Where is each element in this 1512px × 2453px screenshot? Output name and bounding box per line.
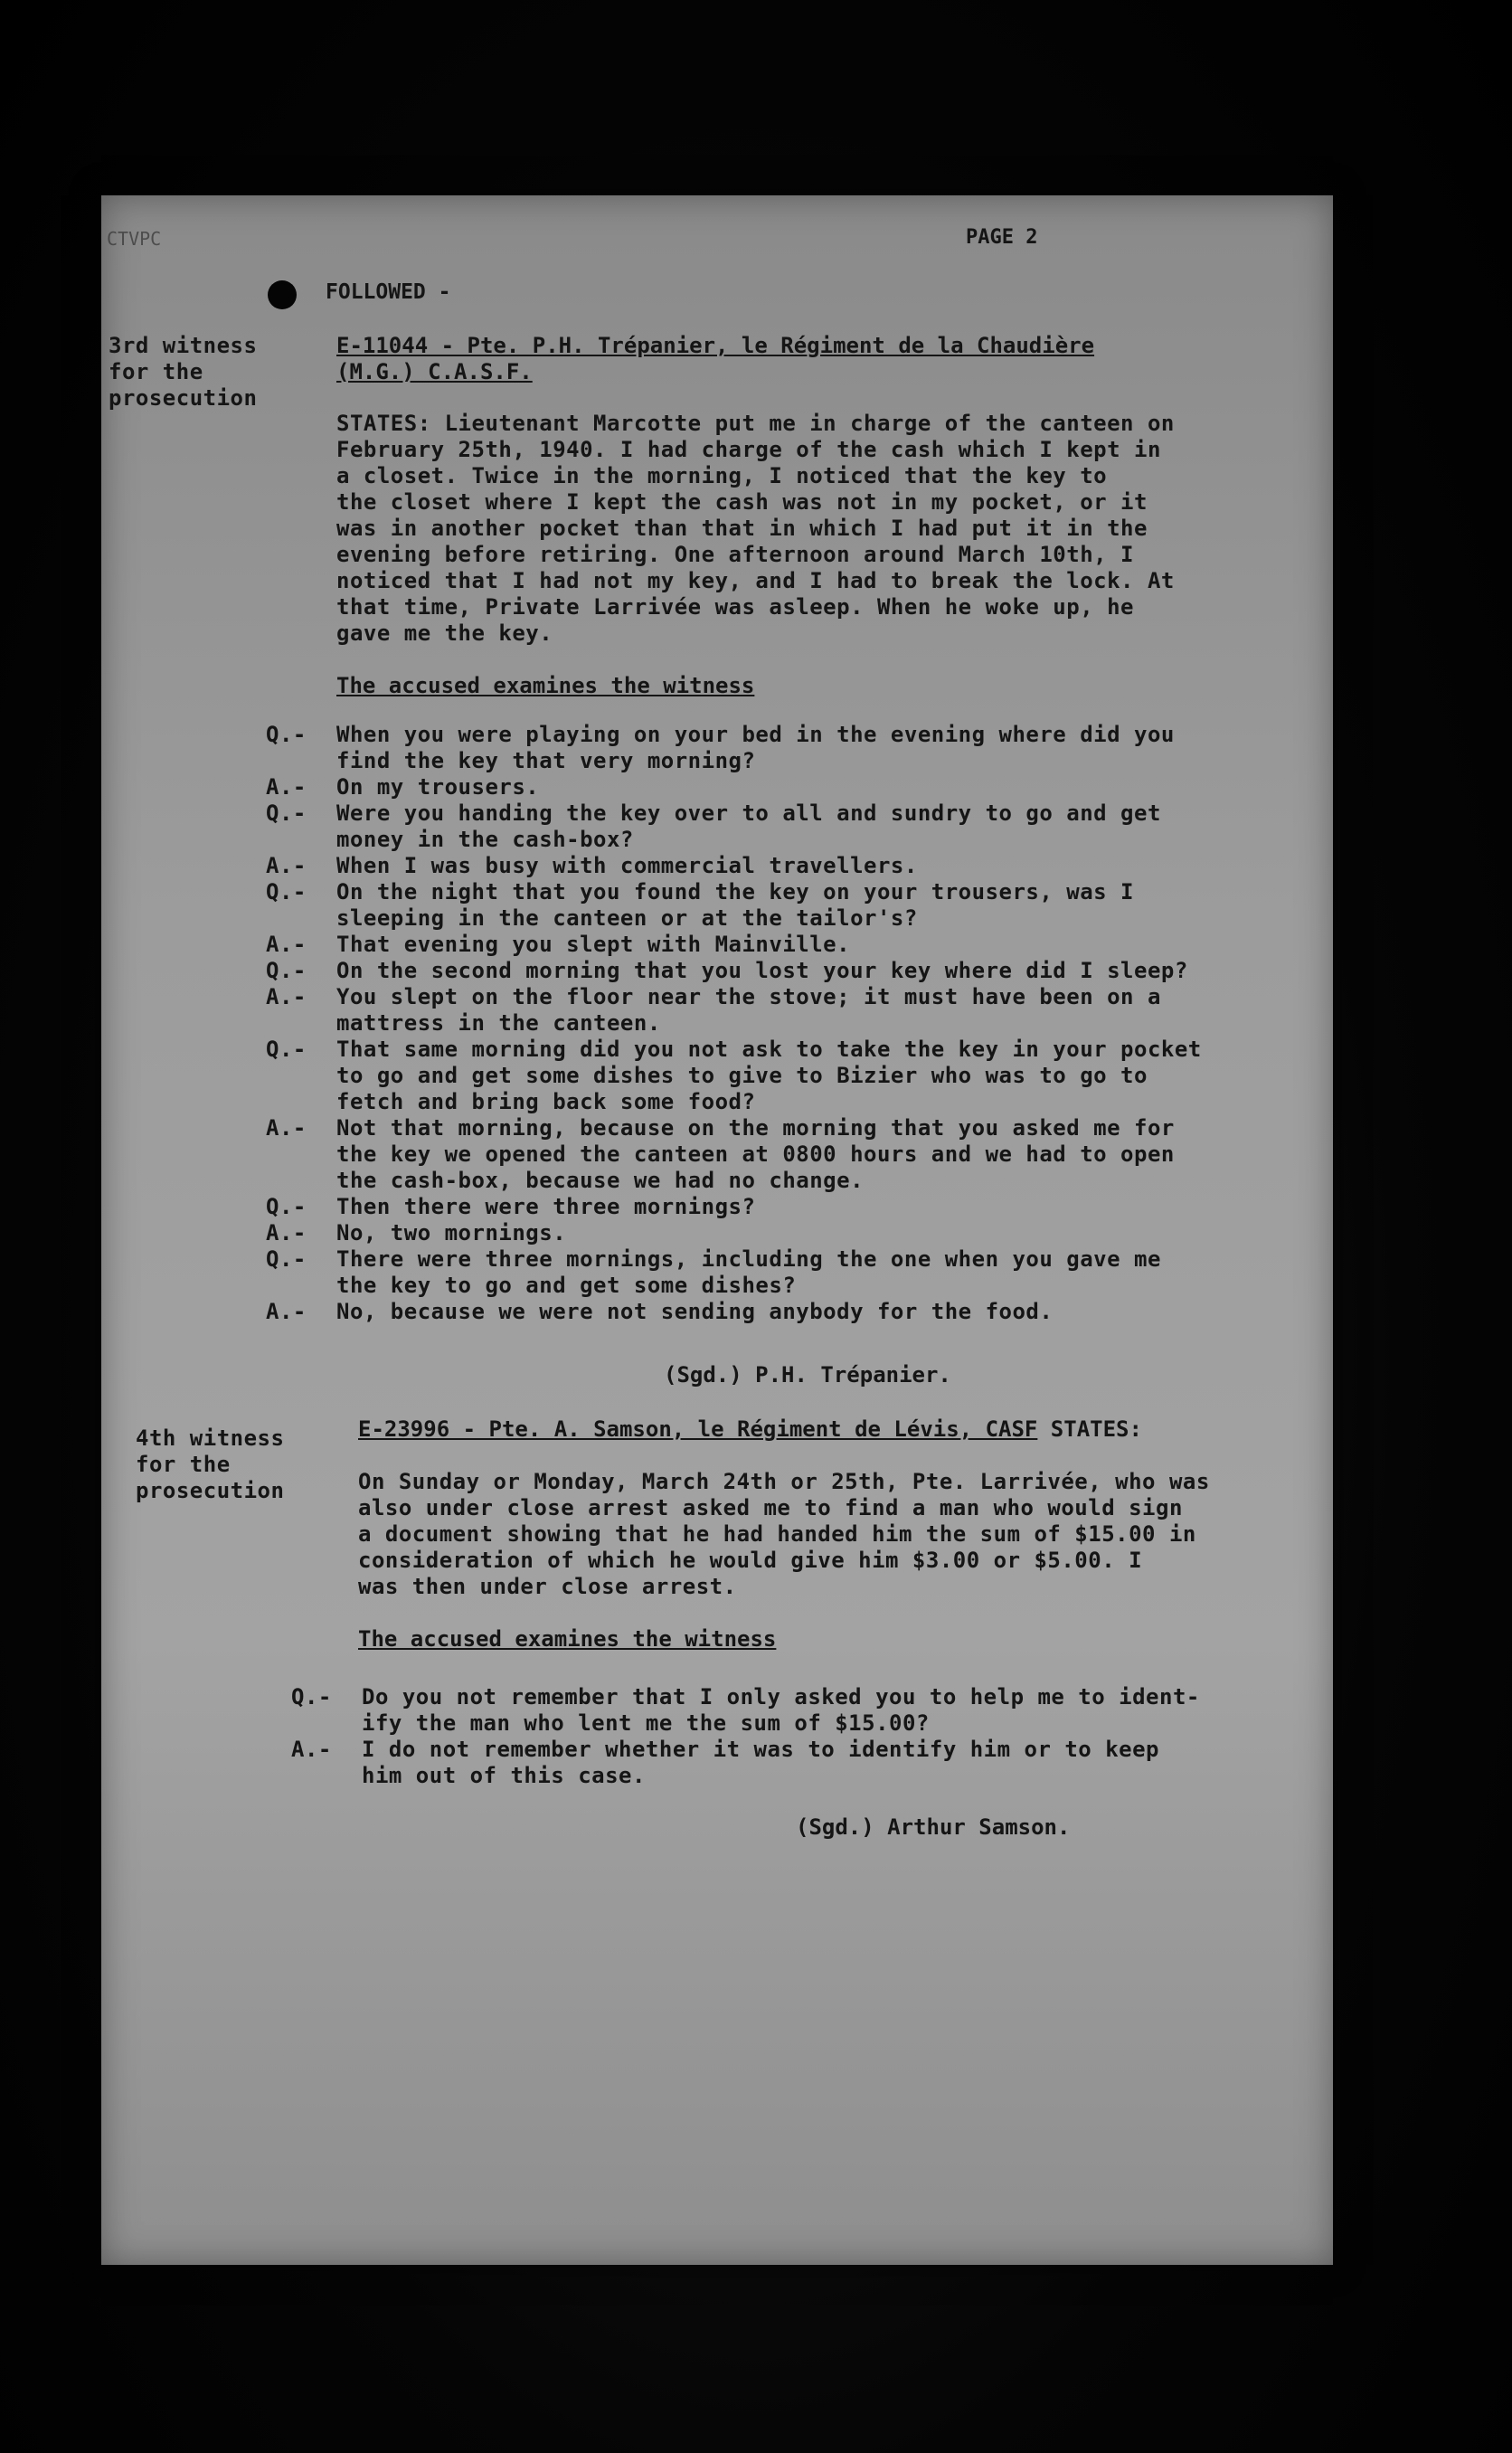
witness3-qa-list [266,722,1324,1325]
witness3-heading: E-11044 - Pte. P.H. Trépanier, le Régiment de la Chaudière (M.G.) C.A.S.F. [336,333,1095,384]
witness3-statement: STATES: Lieutenant Marcotte put me in charge of the canteen on February 25th, 1940. I had charge of the cash which I kept in a closet. Twice in the morning, I noticed that the key to the closet where I kept the cash was not in my pocket, or it was in another pocket than that in which I had put it in the evening before retiring. One afternoon around March 10th, I noticed that I had not my key, and I had to break the lock. At that time, Private Larrivée was asleep. When he woke up, he gave me the key. [336,411,1175,646]
qa-item: A.- On my trousers. [266,774,540,800]
qa-item: Q.- That same morning did you not ask to take the key in your pocket to go and get some dishes to give to Bizier who was to go to fetch and bring back some food? [266,1037,1202,1114]
qa-item: Q.- There were three mornings, including the one when you gave me the key to go and get some dishes? [266,1246,1161,1298]
witness4-heading-tail: STATES: [1037,1416,1142,1442]
witness4-heading: E-23996 - Pte. A. Samson, le Régiment de Lévis, CASF [358,1416,1038,1442]
witness3-signature: (Sgd.) P.H. Trépanier. [664,1362,951,1388]
qa-item: A.- I do not remember whether it was to identify him or to keep him out of this case. [291,1737,1160,1788]
faded-stamp: CTVPC [107,228,162,250]
witness4-qa-list [291,1684,1322,1789]
witness3-examination-heading: The accused examines the witness [336,673,755,698]
qa-item: Q.- Do you not remember that I only asked you to help me to ident- ify the man who lent me the sum of $15.00? [291,1684,1200,1736]
page-number: PAGE 2 [966,226,1038,249]
witness3-label: 3rd witness for the prosecution [109,333,258,411]
qa-item: A.- No, two mornings. [266,1220,567,1245]
qa-item: Q.- When you were playing on your bed in the evening where did you find the key that very morning? [266,722,1175,773]
document-page [101,195,1333,2265]
qa-item: A.- When I was busy with commercial travellers. [266,853,918,878]
witness4-label: 4th witness for the prosecution [136,1425,285,1503]
qa-item: Q.- Then there were three mornings? [266,1194,756,1219]
witness4-statement: On Sunday or Monday, March 24th or 25th, Pte. Larrivée, who was also under close arrest asked me to find a man who would sign a document showing that he had handed him the sum of $15.00 in consideration of which he would give him $3.00 or $5.00. I was then under close arrest. [358,1469,1210,1599]
qa-item: Q.- On the second morning that you lost your key where did I sleep? [266,958,1188,983]
qa-item: A.- No, because we were not sending anybody for the food. [266,1299,1054,1324]
punch-hole-icon [268,280,297,309]
witness4-heading-line [358,1416,1142,1442]
qa-item: A.- You slept on the floor near the stove; it must have been on a mattress in the canteen. [266,984,1161,1036]
qa-item: A.- That evening you slept with Mainville. [266,932,851,957]
followed-marker: FOLLOWED - [326,280,451,304]
qa-item: Q.- Were you handing the key over to all and sundry to go and get money in the cash-box? [266,800,1161,852]
witness4-examination-heading: The accused examines the witness [358,1626,777,1652]
qa-item: Q.- On the night that you found the key on your trousers, was I sleeping in the canteen or at the tailor's? [266,879,1135,931]
witness4-signature: (Sgd.) Arthur Samson. [796,1814,1071,1840]
qa-item: A.- Not that morning, because on the morning that you asked me for the key we opened the canteen at 0800 hours and we had to open the cash-box, because we had no change. [266,1115,1175,1193]
